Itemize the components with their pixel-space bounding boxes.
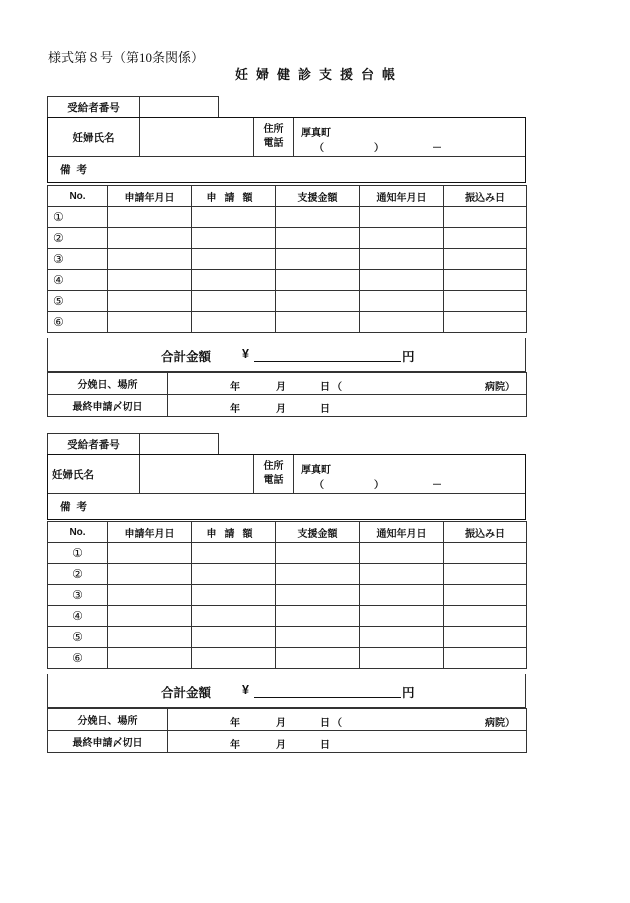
table-cell[interactable] — [360, 564, 444, 585]
day-label: 日 — [320, 740, 330, 751]
phone-dash: － — [432, 480, 442, 491]
year-label: 年 — [230, 740, 240, 751]
delivery-field[interactable] — [168, 709, 527, 731]
phone-paren-close: ） — [374, 143, 384, 154]
row-number: ① — [48, 207, 108, 228]
table-cell[interactable] — [108, 627, 192, 648]
table-cell[interactable] — [276, 228, 360, 249]
day-label: 日 — [320, 382, 330, 393]
address-phone-label — [254, 455, 294, 493]
row-number: ④ — [48, 606, 108, 627]
col-application-amount: 申請額 — [192, 186, 276, 207]
yen-sign: ¥ — [242, 683, 249, 697]
table-cell[interactable] — [276, 627, 360, 648]
notes-label: 備考 — [60, 501, 93, 513]
table-cell[interactable] — [192, 249, 276, 270]
table-cell[interactable] — [108, 249, 192, 270]
table-row — [48, 207, 527, 228]
delivery-label: 分娩日、場所 — [48, 373, 168, 395]
day-label: 日 — [320, 404, 330, 415]
recipient-number-label: 受給者番号 — [48, 97, 140, 117]
table-cell[interactable] — [444, 606, 527, 627]
application-table — [47, 185, 527, 333]
table-cell[interactable] — [276, 270, 360, 291]
table-cell[interactable] — [108, 585, 192, 606]
row-number: ③ — [48, 249, 108, 270]
table-row — [48, 627, 527, 648]
table-cell[interactable] — [444, 228, 527, 249]
notes-field[interactable] — [48, 157, 525, 182]
table-cell[interactable] — [360, 270, 444, 291]
table-row — [48, 228, 527, 249]
table-cell[interactable] — [360, 207, 444, 228]
address-label: 住所 — [263, 461, 284, 472]
table-cell[interactable] — [192, 648, 276, 669]
total-amount-label: 合計金額 — [161, 350, 212, 364]
table-row — [48, 270, 527, 291]
recipient-number-row — [47, 96, 219, 118]
table-cell[interactable] — [360, 249, 444, 270]
row-number: ④ — [48, 270, 108, 291]
table-cell[interactable] — [192, 270, 276, 291]
col-support-amount: 支援金額 — [276, 186, 360, 207]
table-cell[interactable] — [444, 312, 527, 333]
table-cell[interactable] — [276, 606, 360, 627]
table-cell[interactable] — [444, 270, 527, 291]
pregnant-name-label: 妊婦氏名 — [48, 118, 140, 156]
deadline-field[interactable] — [168, 395, 527, 417]
table-cell[interactable] — [444, 249, 527, 270]
deadline-field[interactable] — [168, 731, 527, 753]
phone-paren-close: ） — [374, 480, 384, 491]
yen-sign: ¥ — [242, 347, 249, 361]
total-amount-field[interactable] — [254, 361, 401, 362]
table-row — [48, 291, 527, 312]
table-cell[interactable] — [108, 564, 192, 585]
table-cell[interactable] — [192, 564, 276, 585]
row-number: ⑥ — [48, 648, 108, 669]
table-cell[interactable] — [108, 648, 192, 669]
town-name: 厚真町 — [301, 128, 331, 139]
delivery-field[interactable] — [168, 373, 527, 395]
name-address-box — [47, 454, 526, 520]
col-notice-date: 通知年月日 — [360, 522, 444, 543]
table-cell[interactable] — [192, 207, 276, 228]
yen-unit: 円 — [402, 686, 415, 700]
delivery-label: 分娩日、場所 — [48, 709, 168, 731]
col-notice-date: 通知年月日 — [360, 186, 444, 207]
row-number: ② — [48, 564, 108, 585]
col-support-amount: 支援金額 — [276, 522, 360, 543]
total-amount-field[interactable] — [254, 697, 401, 698]
col-transfer-date: 振込み日 — [444, 186, 527, 207]
table-cell[interactable] — [444, 627, 527, 648]
row-number: ⑤ — [48, 627, 108, 648]
table-header-row — [48, 186, 527, 207]
table-row — [48, 648, 527, 669]
delivery-table — [47, 708, 527, 753]
table-row — [48, 585, 527, 606]
deadline-row — [48, 731, 527, 753]
table-cell[interactable] — [444, 207, 527, 228]
pregnant-name-field[interactable] — [140, 118, 254, 156]
application-table — [47, 521, 527, 669]
table-cell[interactable] — [108, 543, 192, 564]
month-label: 月 — [276, 382, 286, 393]
pregnant-name-label: 妊婦氏名 — [48, 455, 140, 493]
table-cell[interactable] — [360, 606, 444, 627]
table-cell[interactable] — [444, 648, 527, 669]
row-number: ⑤ — [48, 291, 108, 312]
phone-label: 電話 — [263, 475, 284, 486]
delivery-row — [48, 709, 527, 731]
table-cell[interactable] — [192, 606, 276, 627]
row-number: ⑥ — [48, 312, 108, 333]
table-cell[interactable] — [360, 585, 444, 606]
delivery-table — [47, 372, 527, 417]
table-cell[interactable] — [192, 312, 276, 333]
deadline-row — [48, 395, 527, 417]
table-cell[interactable] — [360, 648, 444, 669]
total-amount-row — [47, 674, 526, 708]
table-cell[interactable] — [108, 291, 192, 312]
table-row — [48, 606, 527, 627]
delivery-row — [48, 373, 527, 395]
table-cell[interactable] — [192, 543, 276, 564]
table-cell[interactable] — [192, 627, 276, 648]
paren-open: （ — [332, 382, 342, 393]
recipient-number-label: 受給者番号 — [48, 434, 140, 454]
year-label: 年 — [230, 382, 240, 393]
hospital-label: 病院） — [485, 718, 515, 729]
name-address-box — [47, 117, 526, 183]
phone-dash: － — [432, 143, 442, 154]
col-no: No. — [48, 522, 108, 543]
table-cell[interactable] — [108, 228, 192, 249]
total-amount-label: 合計金額 — [161, 686, 212, 700]
table-header-row — [48, 522, 527, 543]
town-name: 厚真町 — [301, 465, 331, 476]
notes-label: 備考 — [60, 164, 93, 176]
col-transfer-date: 振込み日 — [444, 522, 527, 543]
phone-paren-open: （ — [314, 143, 324, 154]
hospital-label: 病院） — [485, 382, 515, 393]
table-cell[interactable] — [360, 312, 444, 333]
page-title: 妊婦健診支援台帳 — [234, 67, 403, 82]
recipient-number-field[interactable] — [140, 434, 218, 454]
address-phone-label — [254, 118, 294, 156]
month-label: 月 — [276, 718, 286, 729]
table-row — [48, 249, 527, 270]
table-cell[interactable] — [276, 543, 360, 564]
table-cell[interactable] — [360, 543, 444, 564]
table-cell[interactable] — [108, 270, 192, 291]
total-amount-row — [47, 338, 526, 372]
phone-label: 電話 — [263, 138, 284, 149]
month-label: 月 — [276, 740, 286, 751]
address-label: 住所 — [263, 124, 284, 135]
table-cell[interactable] — [360, 228, 444, 249]
table-row — [48, 543, 527, 564]
table-row — [48, 312, 527, 333]
yen-unit: 円 — [402, 350, 415, 364]
table-cell[interactable] — [444, 291, 527, 312]
col-application-amount: 申請額 — [192, 522, 276, 543]
table-cell[interactable] — [444, 585, 527, 606]
table-cell[interactable] — [276, 564, 360, 585]
phone-paren-open: （ — [314, 480, 324, 491]
table-cell[interactable] — [276, 648, 360, 669]
address-phone-field[interactable] — [294, 455, 525, 493]
table-cell[interactable] — [276, 312, 360, 333]
table-cell[interactable] — [192, 228, 276, 249]
year-label: 年 — [230, 404, 240, 415]
deadline-label: 最終申請〆切日 — [48, 731, 168, 753]
table-cell[interactable] — [444, 543, 527, 564]
table-cell[interactable] — [108, 606, 192, 627]
row-number: ② — [48, 228, 108, 249]
table-cell[interactable] — [360, 627, 444, 648]
table-cell[interactable] — [192, 291, 276, 312]
recipient-number-field[interactable] — [140, 97, 218, 117]
table-cell[interactable] — [276, 207, 360, 228]
row-number: ③ — [48, 585, 108, 606]
table-cell[interactable] — [276, 585, 360, 606]
table-row — [48, 564, 527, 585]
col-no: No. — [48, 186, 108, 207]
col-application-date: 申請年月日 — [108, 522, 192, 543]
notes-field[interactable] — [48, 494, 525, 519]
paren-open: （ — [332, 718, 342, 729]
table-cell[interactable] — [276, 291, 360, 312]
month-label: 月 — [276, 404, 286, 415]
table-cell[interactable] — [192, 585, 276, 606]
col-application-date: 申請年月日 — [108, 186, 192, 207]
row-number: ① — [48, 543, 108, 564]
table-cell[interactable] — [360, 291, 444, 312]
pregnant-name-field[interactable] — [140, 455, 254, 493]
table-cell[interactable] — [108, 207, 192, 228]
table-cell[interactable] — [276, 249, 360, 270]
table-cell[interactable] — [444, 564, 527, 585]
address-phone-field[interactable] — [294, 118, 525, 156]
table-cell[interactable] — [108, 312, 192, 333]
day-label: 日 — [320, 718, 330, 729]
form-number: 様式第８号（第10条関係） — [48, 50, 205, 65]
deadline-label: 最終申請〆切日 — [48, 395, 168, 417]
year-label: 年 — [230, 718, 240, 729]
recipient-number-row — [47, 433, 219, 455]
